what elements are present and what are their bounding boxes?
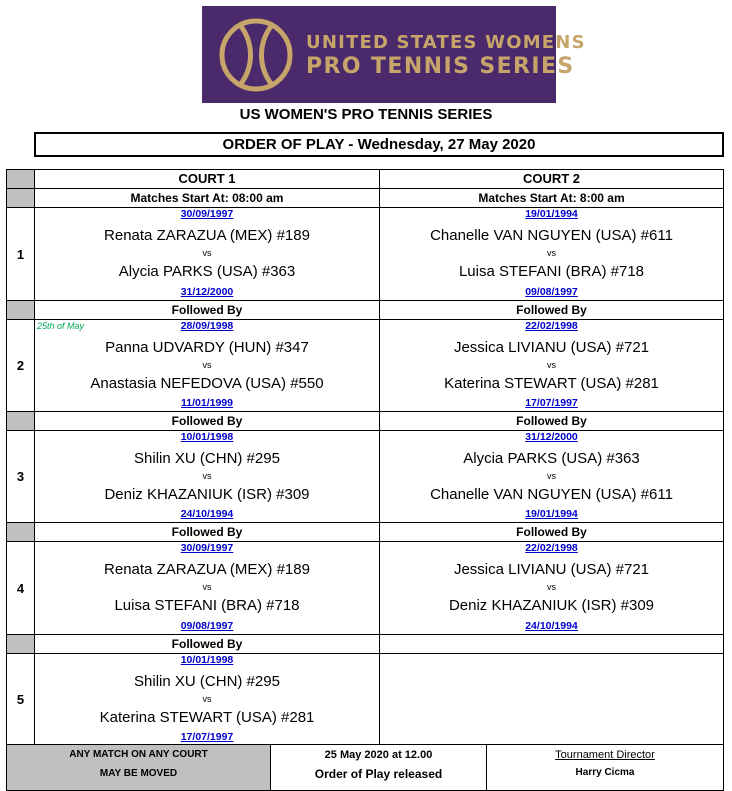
versus-label: vs	[202, 248, 212, 258]
versus-label: vs	[202, 694, 212, 704]
player2-birthdate: 09/08/1997	[525, 286, 578, 298]
followed-by-label: Followed By	[35, 523, 380, 542]
player2-birthdate: 31/12/2000	[180, 286, 234, 298]
player2-birthdate: 24/10/1994	[180, 508, 234, 520]
match-cell	[380, 320, 723, 412]
player1-birthdate: 22/02/1998	[525, 542, 578, 554]
player2-birthdate: 17/07/1997	[525, 397, 578, 409]
player1-birthdate: 10/01/1998	[180, 431, 234, 443]
order-of-play-table	[6, 169, 724, 791]
order-of-play-title: ORDER OF PLAY - Wednesday, 27 May 2020	[34, 132, 724, 157]
player2-name: Katerina STEWART (USA) #281	[444, 375, 659, 392]
court1-start-time: Matches Start At: 08:00 am	[35, 189, 380, 208]
player2-name: Deniz KHAZANIUK (ISR) #309	[104, 486, 310, 503]
director-name: Harry Cicma	[575, 767, 635, 778]
player1-birthdate: 31/12/2000	[525, 431, 578, 443]
versus-label: vs	[547, 360, 556, 370]
player1-name: Alycia PARKS (USA) #363	[463, 450, 640, 467]
followed-by-label: Followed By	[35, 301, 380, 320]
player2-name: Alycia PARKS (USA) #363	[118, 263, 296, 280]
player2-birthdate: 17/07/1997	[180, 731, 234, 743]
match-cell	[380, 431, 723, 523]
tennis-ball-icon	[216, 15, 296, 95]
match-cell	[380, 542, 723, 635]
player1-birthdate: 10/01/1998	[180, 654, 234, 666]
tournament-logo	[202, 6, 586, 103]
release-date: 25 May 2020 at 12.00	[324, 749, 433, 761]
spacer-cell	[7, 523, 35, 542]
followed-by-label: Followed By	[35, 412, 380, 431]
player2-name: Anastasia NEFEDOVA (USA) #550	[90, 375, 324, 392]
followed-by-label: Followed By	[380, 301, 723, 320]
logo-text-line2: PRO TENNIS SERIES	[306, 54, 575, 79]
corner-cell	[7, 170, 35, 189]
row-number: 1	[7, 208, 35, 301]
match-cell	[35, 208, 380, 301]
court2-start-time: Matches Start At: 8:00 am	[380, 189, 723, 208]
empty-cell	[380, 635, 723, 654]
followed-by-label: Followed By	[35, 635, 380, 654]
versus-label: vs	[547, 248, 556, 258]
player2-birthdate: 09/08/1997	[180, 620, 234, 632]
series-title: US WOMEN'S PRO TENNIS SERIES	[239, 106, 493, 123]
match-cell	[380, 208, 723, 301]
player1-name: Renata ZARAZUA (MEX) #189	[104, 561, 310, 578]
player1-name: Shilin XU (CHN) #295	[134, 673, 280, 690]
player2-name: Luisa STEFANI (BRA) #718	[114, 597, 300, 614]
director-cell	[487, 745, 723, 790]
match-cell	[35, 654, 380, 745]
spacer-cell	[7, 635, 35, 654]
row-number: 3	[7, 431, 35, 523]
player2-name: Deniz KHAZANIUK (ISR) #309	[448, 597, 655, 614]
player1-birthdate: 30/09/1997	[180, 208, 234, 220]
court1-header: COURT 1	[35, 170, 380, 189]
player2-name: Katerina STEWART (USA) #281	[99, 709, 315, 726]
player2-birthdate: 11/01/1999	[181, 397, 233, 409]
logo-text-line1: UNITED STATES WOMENS	[306, 32, 586, 53]
versus-label: vs	[202, 582, 212, 592]
player1-birthdate: 19/01/1994	[525, 208, 578, 220]
row-number: 5	[7, 654, 35, 745]
player1-birthdate: 22/02/1998	[525, 320, 578, 332]
notice-line2: MAY BE MOVED	[99, 768, 178, 779]
versus-label: vs	[547, 582, 556, 592]
player2-birthdate: 19/01/1994	[525, 508, 578, 520]
corner-cell	[7, 189, 35, 208]
followed-by-label: Followed By	[380, 523, 723, 542]
player2-name: Luisa STEFANI (BRA) #718	[458, 263, 645, 280]
player1-name: Jessica LIVIANU (USA) #721	[453, 561, 650, 578]
spacer-cell	[7, 301, 35, 320]
row-number: 4	[7, 542, 35, 635]
empty-match-cell	[380, 654, 723, 745]
player1-name: Renata ZARAZUA (MEX) #189	[104, 227, 310, 244]
match-cell	[35, 431, 380, 523]
handwritten-note: 25th of May	[37, 321, 85, 331]
match-cell	[35, 320, 380, 412]
player1-birthdate: 30/09/1997	[180, 542, 234, 554]
player1-name: Chanelle VAN NGUYEN (USA) #611	[430, 227, 673, 244]
player1-birthdate: 28/09/1998	[180, 320, 234, 332]
match-cell	[35, 542, 380, 635]
player1-name: Shilin XU (CHN) #295	[134, 450, 280, 467]
player2-birthdate: 24/10/1994	[525, 620, 578, 632]
notice-line1: ANY MATCH ON ANY COURT	[69, 749, 208, 760]
followed-by-label: Followed By	[380, 412, 723, 431]
player1-name: Jessica LIVIANU (USA) #721	[453, 339, 650, 356]
release-cell	[271, 745, 487, 790]
spacer-cell	[7, 412, 35, 431]
director-title: Tournament Director	[555, 749, 655, 761]
release-label: Order of Play released	[314, 767, 443, 781]
player1-name: Panna UDVARDY (HUN) #347	[105, 339, 309, 356]
versus-label: vs	[202, 471, 212, 481]
player2-name: Chanelle VAN NGUYEN (USA) #611	[430, 486, 673, 503]
notice-cell	[7, 745, 271, 790]
versus-label: vs	[202, 360, 212, 370]
row-number: 2	[7, 320, 35, 412]
court2-header: COURT 2	[380, 170, 723, 189]
versus-label: vs	[547, 471, 556, 481]
